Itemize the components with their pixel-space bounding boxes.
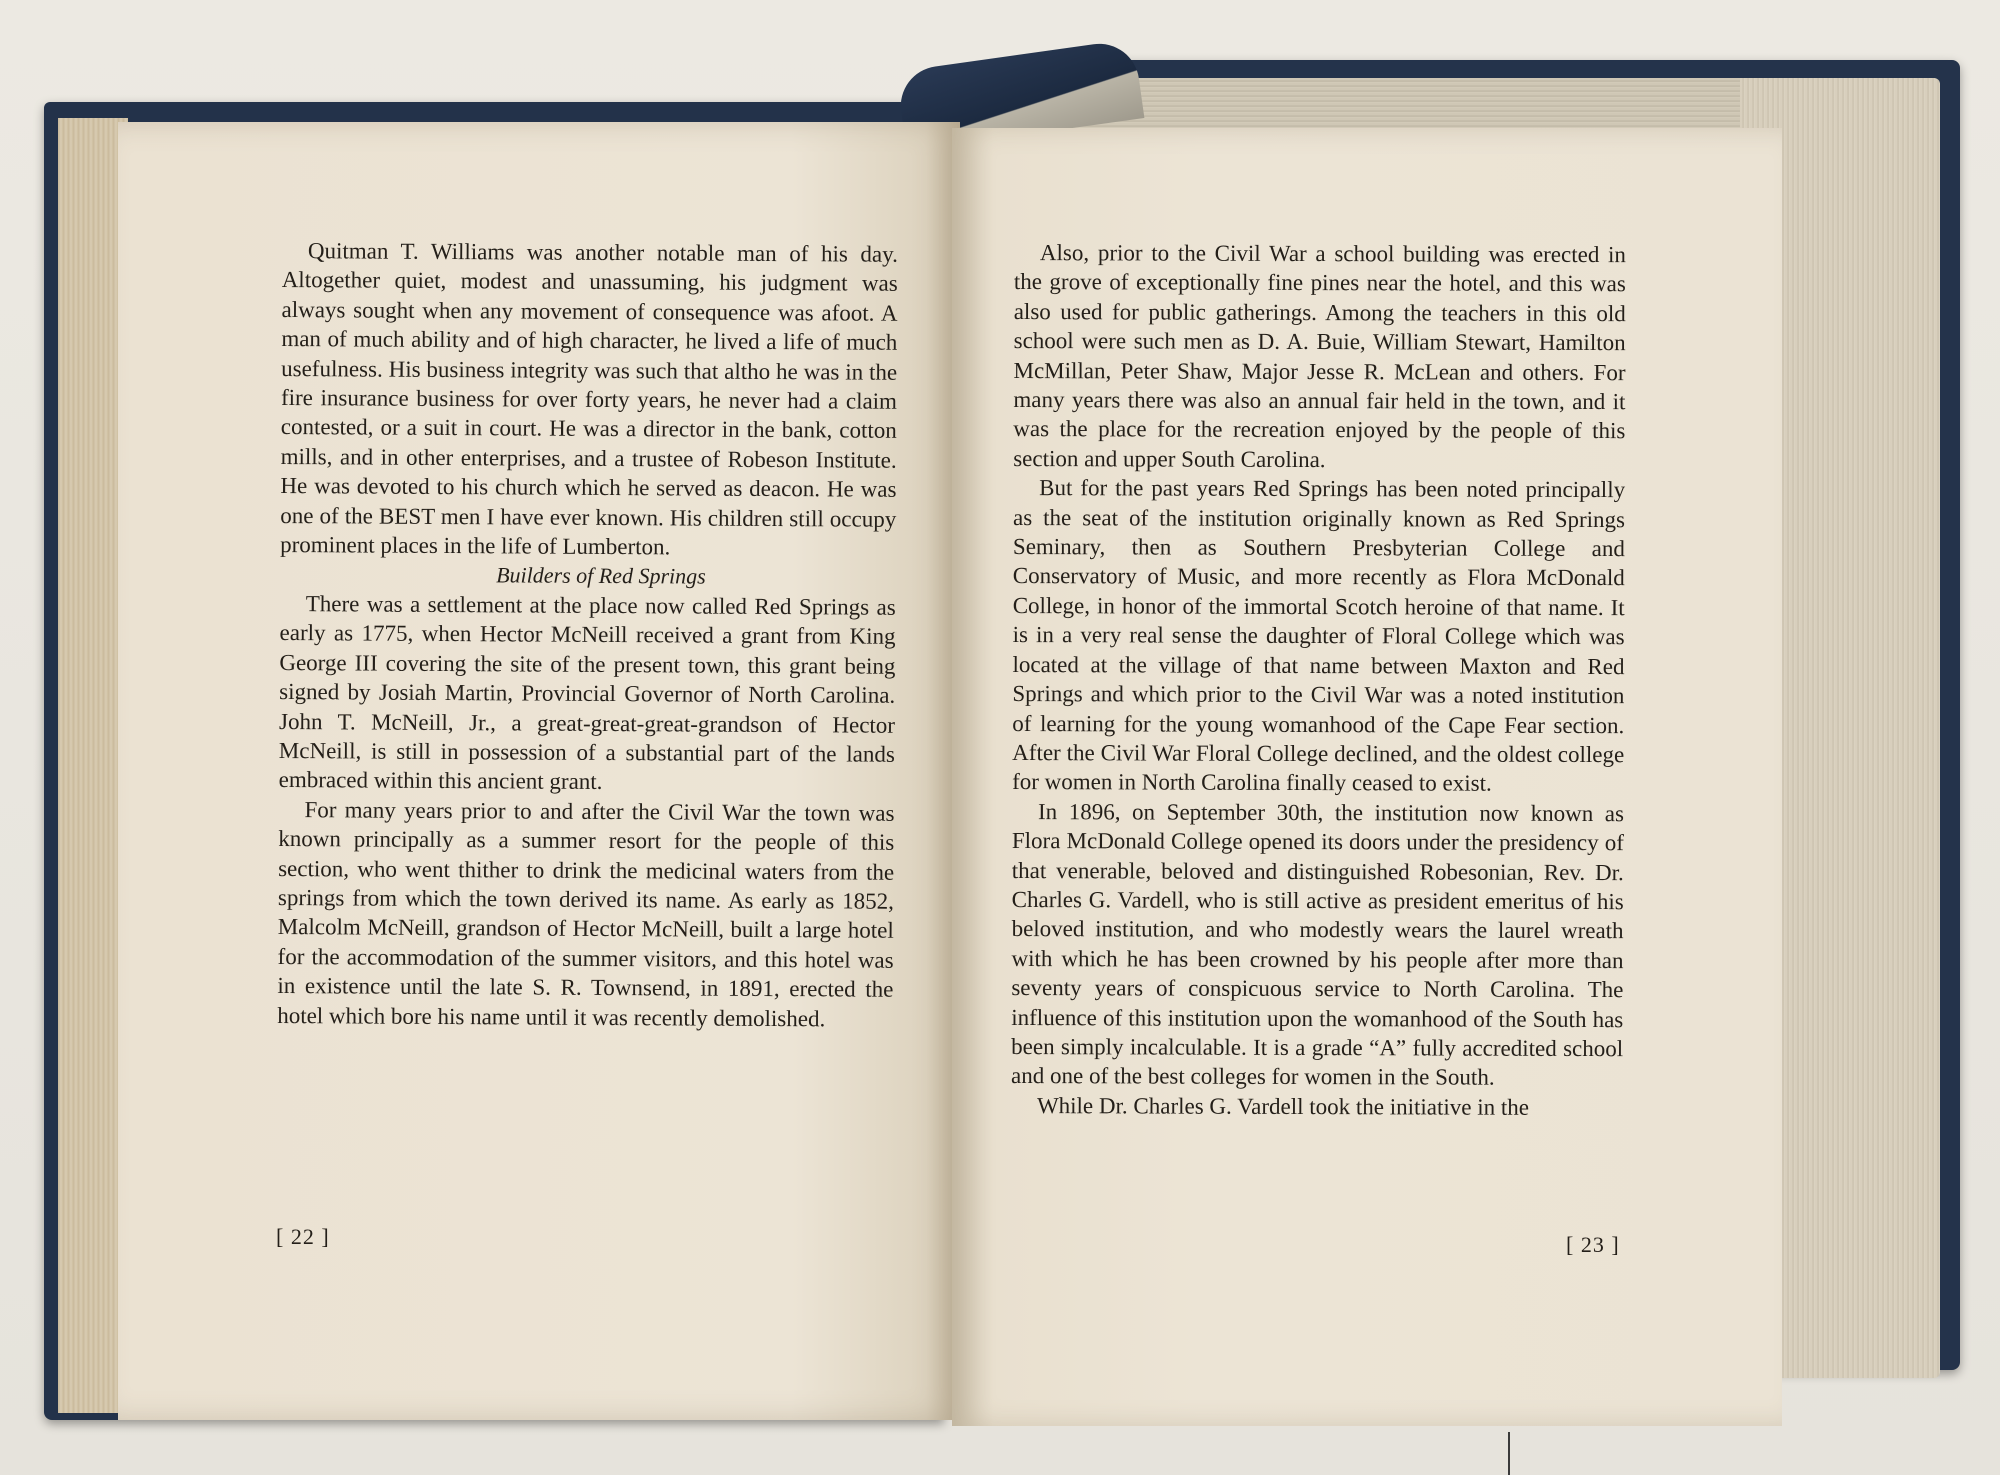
right-page-text xyxy=(1011,238,1626,1122)
paragraph: Quitman T. Williams was another notable man of his day. Altogether quiet, modest and unassuming, his judgment was always sought when any movement of consequence was afoot. A man of much ability and of high character, he lived a life of much usefulness. His business integrity was such that altho he was in the fire insurance business for over forty years, he never had a claim contested, or a suit in court. He was a director in the bank, cotton mills, and in other enterprises, and a trustee of Robeson Institute. He was devoted to his church which he served as deacon. He was one of the BEST men I have ever known. His children still occupy prominent places in the life of Lumberton. xyxy=(280,238,898,560)
left-page-text xyxy=(277,236,898,1034)
paragraph: For many years prior to and after the Civil War the town was known principally as a summer resort for the people of this section, who went thither to drink the medicinal waters from the springs from which the town derived its name. As early as 1852, Malcolm McNeill, grandson of Hector McNeill, built a large hotel for the accommodation of the summer visitors, and this hotel was in existence until the late S. R. Townsend, in 1891, erected the hotel which bore his name until it was recently demolished. xyxy=(277,796,895,1031)
paragraph: There was a settlement at the place now called Red Springs as early as 1775, when Hector McNeill received a grant from King George III covering the site of the present town, this grant being signed by Josiah Martin, Provincial Governor of North Carolina. John T. McNeill, Jr., a great-great-great-grandson of Hector McNeill, is still in possession of a substantial part of the lands embraced within this ancient grant. xyxy=(278,591,896,795)
scan-edge-mark xyxy=(1508,1432,1510,1475)
page-number-right: [ 23 ] xyxy=(1566,1232,1620,1257)
page-number-left: [ 22 ] xyxy=(276,1224,330,1249)
paragraph: Also, prior to the Civil War a school building was erected in the grove of exceptionally fine pines near the hotel, and this was also used for public gatherings. Among the teachers in this old school were such men as D. A. Buie, William Stewart, Hamilton McMillan, Peter Shaw, Major Jesse R. McLean and others. For many years there was also an annual fair held in the town, and it was the place for the recreation enjoyed by the people of this section and upper South Carolina. xyxy=(1013,240,1626,472)
paragraph: But for the past years Red Springs has been noted principally as the seat of the institution originally known as Red Springs Seminary, then as Southern Presbyterian College and Conservatory of Music, and more recently as Flora McDonald College, in honor of the immortal Scotch heroine of that name. It is in a very real sense the daughter of Floral College which was located at the village of that name between Maxton and Red Springs and which prior to the Civil War was a noted institution of learning for the young womanhood of the Cape Fear section. After the Civil War Floral College declined, and the oldest college for women in North Carolina finally ceased to exist. xyxy=(1012,475,1626,796)
paragraph: While Dr. Charles G. Vardell took the initiative in the xyxy=(1036,1092,1530,1120)
section-heading: Builders of Red Springs xyxy=(496,562,706,590)
paragraph: In 1896, on September 30th, the institution now known as Flora McDonald College opened its doors under the presidency of that venerable, beloved and distinguished Robesonian, Rev. Dr. Charles G. Vardell, who is still active as president emeritus of his beloved institution, and who modestly wears the laurel wreath with which he has been crowned by his people after more than seventy years of conspicuous service to North Carolina. The influence of this institution upon the womanhood of the South has been simply incalculable. It is a grade “A” fully accredited school and one of the best colleges for women in the South. xyxy=(1011,798,1625,1091)
